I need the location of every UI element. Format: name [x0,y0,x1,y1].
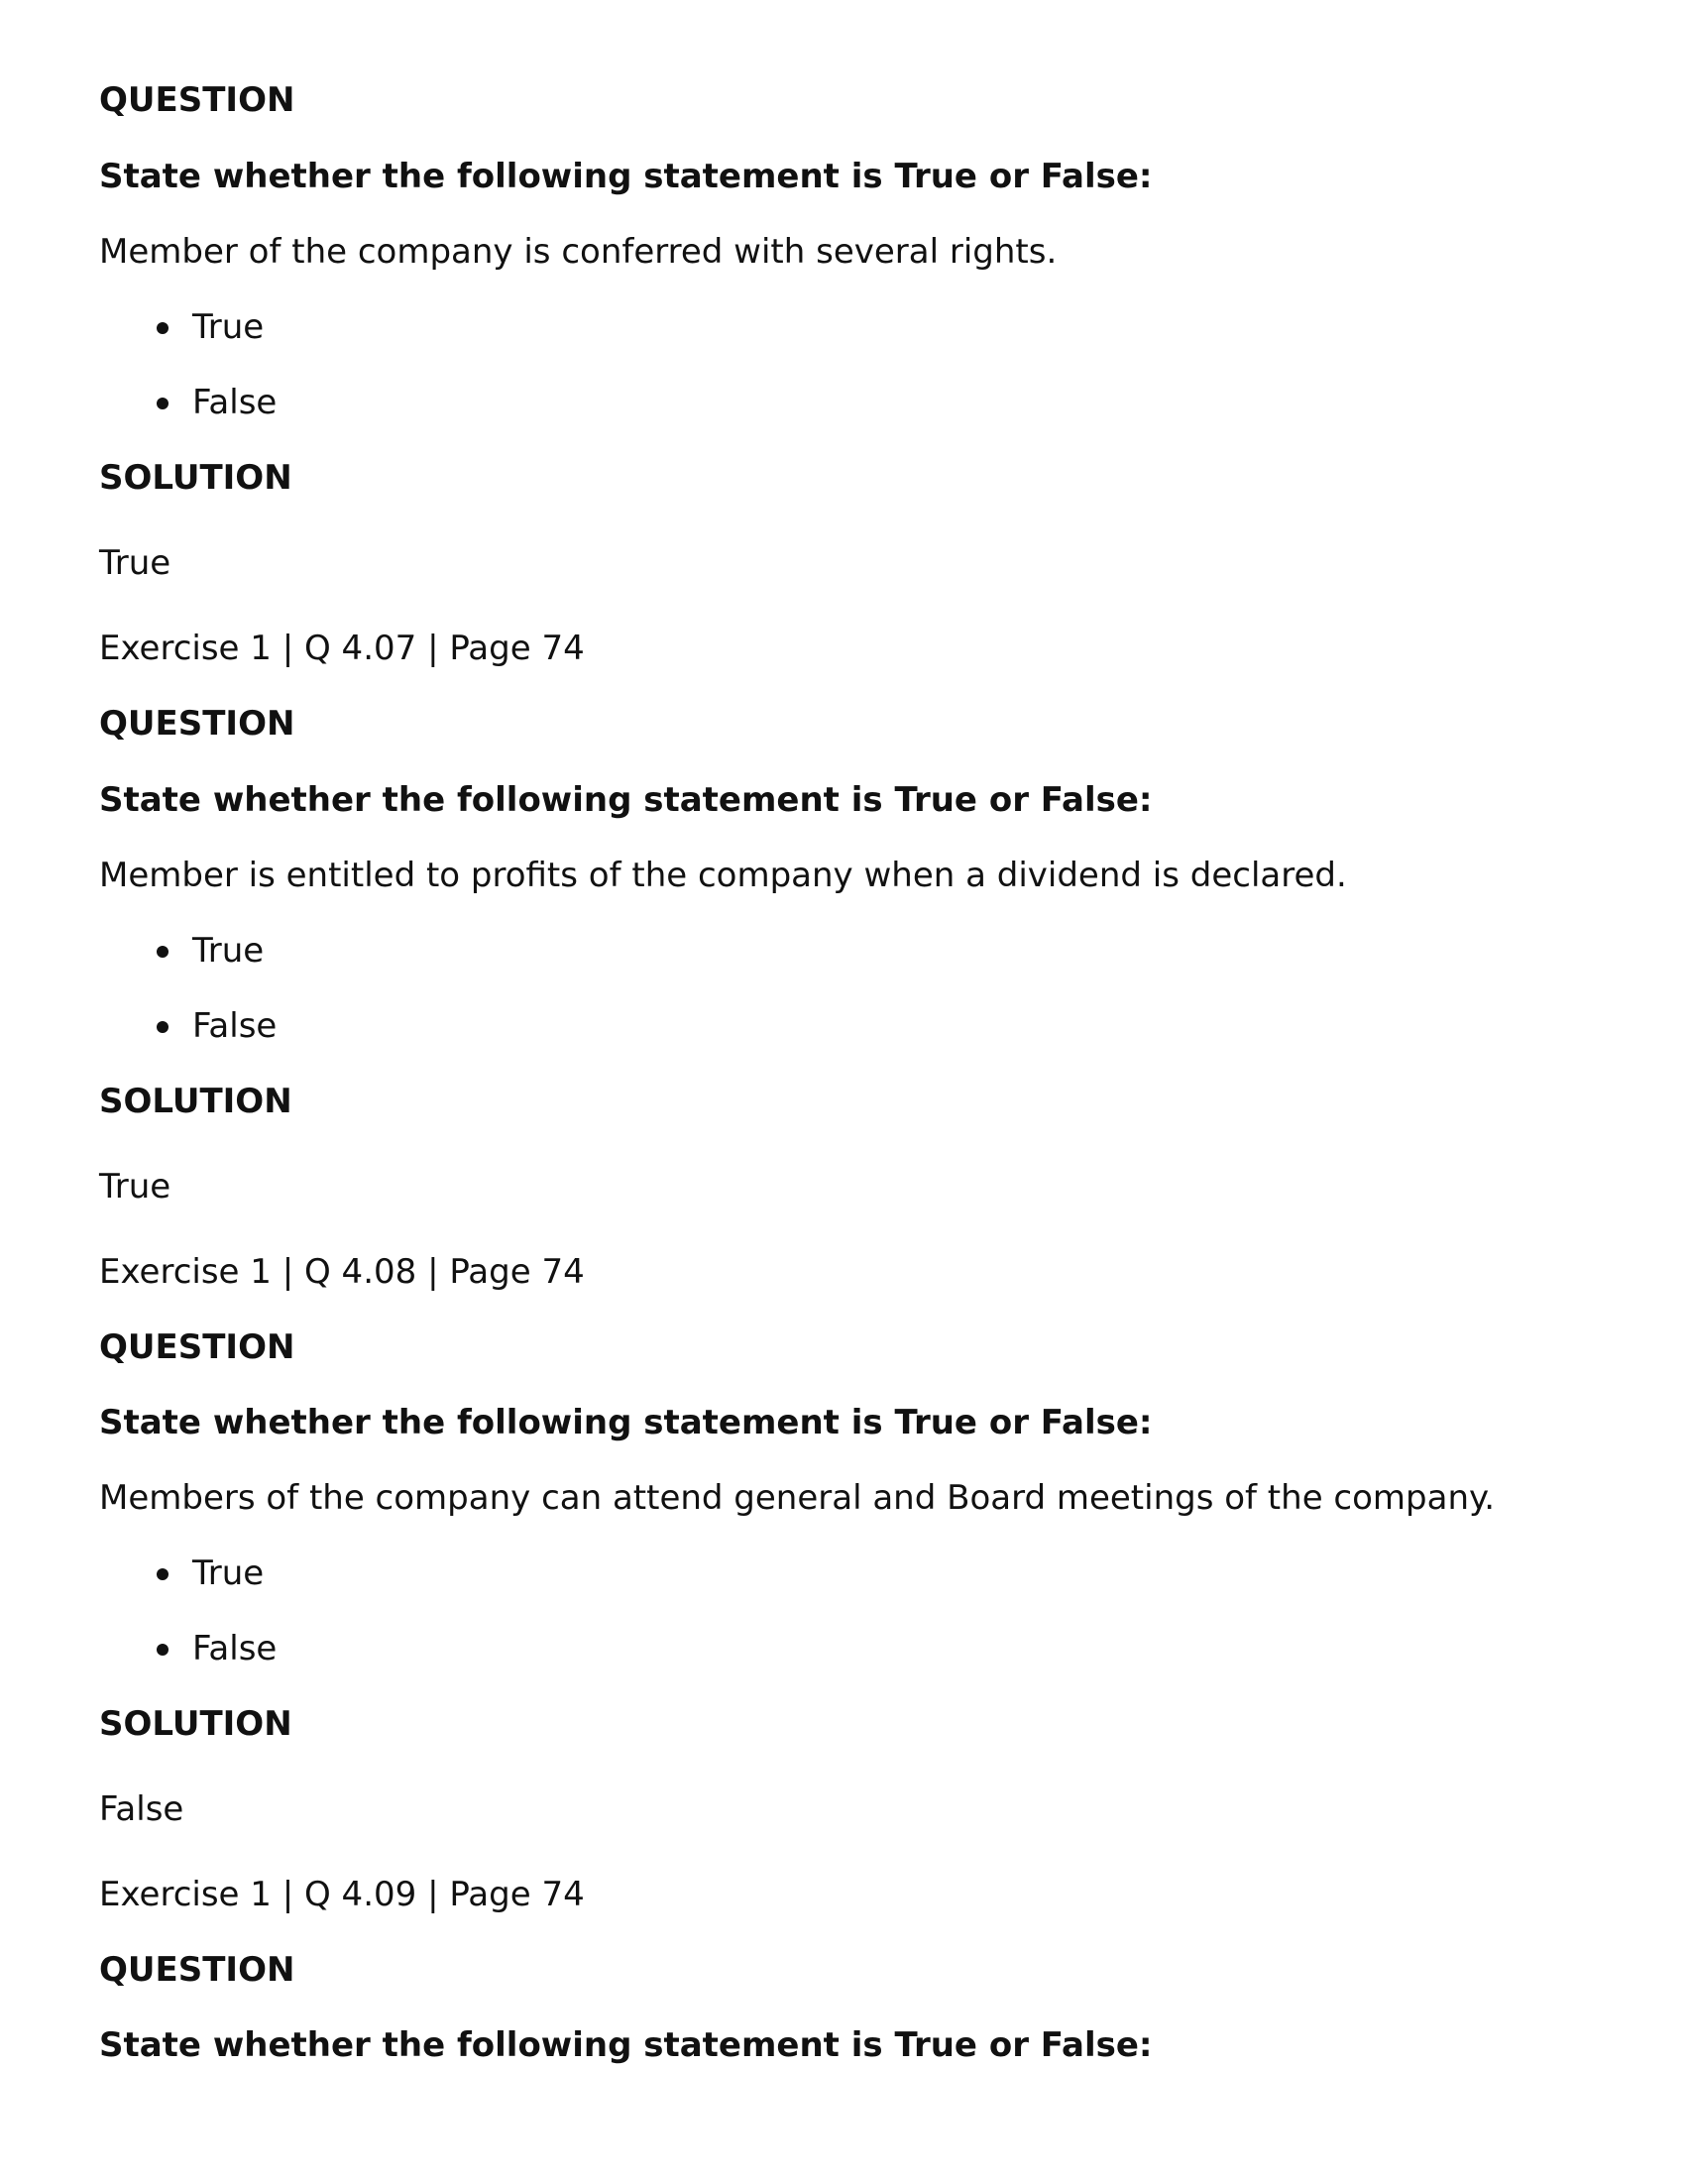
option-label: True [192,1553,265,1593]
exercise-reference: Exercise 1 | Q 4.07 | Page 74 [99,629,585,668]
solution-answer: True [99,543,171,583]
exercise-reference: Exercise 1 | Q 4.09 | Page 74 [99,1875,585,1914]
option-item [157,1006,277,1046]
question-prompt: State whether the following statement is True or False: [99,780,1153,820]
question-heading: QUESTION [99,1327,295,1367]
option-label: True [192,931,265,971]
solution-heading: SOLUTION [99,458,292,498]
question-statement: Members of the company can attend general and Board meetings of the company. [99,1478,1496,1518]
option-label: True [192,307,265,347]
question-heading: QUESTION [99,704,295,744]
solution-heading: SOLUTION [99,1704,292,1744]
question-prompt: State whether the following statement is True or False: [99,157,1153,196]
question-heading: QUESTION [99,80,295,120]
option-item [157,307,264,347]
question-statement: Member of the company is conferred with several rights. [99,232,1058,272]
question-statement: Member is entitled to profits of the company when a dividend is declared. [99,856,1347,895]
option-label: False [192,1006,278,1046]
document-page [99,0,1645,2184]
question-heading: QUESTION [99,1950,295,1990]
option-item [157,1629,277,1668]
option-label: False [192,383,278,422]
option-item [157,931,264,971]
bullet-icon [157,322,169,334]
solution-answer: True [99,1167,171,1207]
question-prompt: State whether the following statement is True or False: [99,2025,1153,2065]
option-item [157,383,277,422]
bullet-icon [157,398,169,409]
bullet-icon [157,1644,169,1656]
option-item [157,1553,264,1593]
exercise-reference: Exercise 1 | Q 4.08 | Page 74 [99,1252,585,1292]
option-label: False [192,1629,278,1668]
solution-answer: False [99,1789,184,1829]
solution-heading: SOLUTION [99,1082,292,1121]
bullet-icon [157,1021,169,1033]
bullet-icon [157,1568,169,1580]
question-prompt: State whether the following statement is True or False: [99,1403,1153,1442]
bullet-icon [157,946,169,958]
